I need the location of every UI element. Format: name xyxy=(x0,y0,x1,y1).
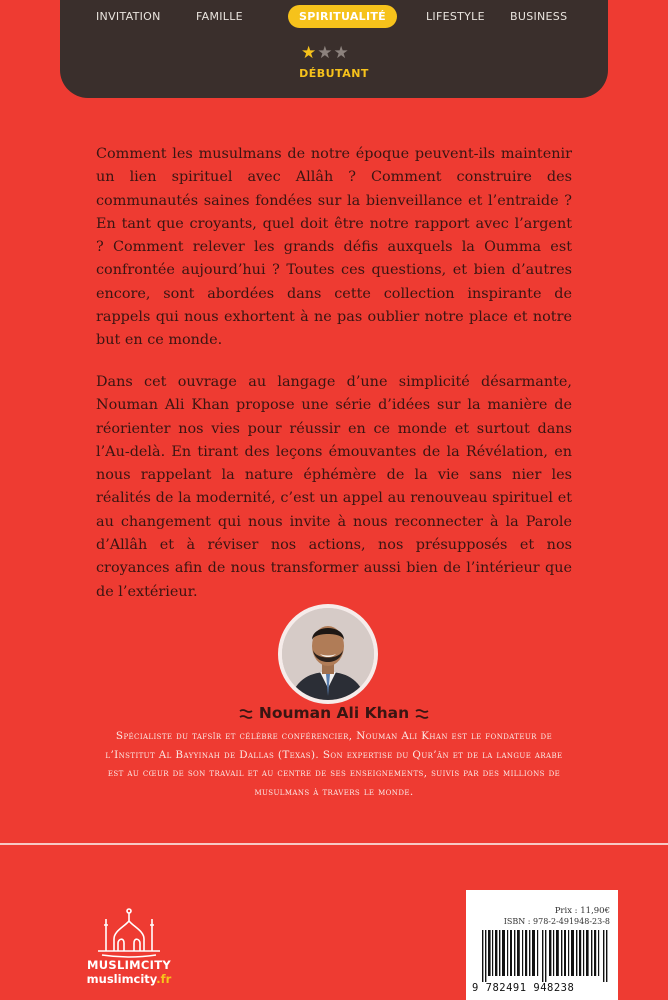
publisher-url-tld: .fr xyxy=(156,972,172,986)
category-business: BUSINESS xyxy=(510,10,568,23)
author-photo xyxy=(282,608,374,700)
difficulty-stars xyxy=(301,43,350,63)
publisher-brand: MUSLIMCITY xyxy=(86,958,171,972)
author-heading xyxy=(0,703,668,722)
category-lifestyle: LIFESTYLE xyxy=(426,10,485,23)
publisher-url-main: muslimcity xyxy=(86,972,157,986)
barcode-panel xyxy=(466,890,618,1000)
description-paragraph-1: Comment les musulmans de notre époque peuvent-ils maintenir un lien spirituel avec Allâh ? Comment construire des communautés saines fondées sur la bienveillance et l’entraide ? En tant que croyants, quel doit être notre rapport avec l’argent ? Comment relever les grands défis auxquels la Oumma est confrontée aujourd’hui ? Toutes ces questions, et bien d’autres encore, sont abordées dans cette collection inspirante de rappels qui nous exhortent à ne pas oublier notre place et notre but en ce monde. xyxy=(96,146,572,349)
author-portrait-icon xyxy=(282,608,374,700)
publisher-url xyxy=(84,972,174,986)
star-filled-icon: ★ xyxy=(301,43,318,63)
star-empty-icon: ★ xyxy=(317,43,334,63)
barcode-icon xyxy=(480,930,610,982)
description-paragraph-2: Dans cet ouvrage au langage d’une simplicité désarmante, Nouman Ali Khan propose une série d’idées sur la manière de réorienter nos vies pour réussir en ce monde et surtout dans l’Au-delà. En tirant des leçons émouvantes de la Révélation, en nous rappelant la nature éphémère de la vie sans nier les réalités de la modernité, c’est un appel au renouveau spirituel et au changement qui nous invite à nous reconnecter à la Parole d’Allâh et à réviser nos actions, nos présupposés et nos croyances afin de nous transformer aussi bien de l’intérieur que de l’extérieur. xyxy=(96,374,572,600)
author-name: Nouman Ali Khan xyxy=(258,704,410,722)
difficulty-level: DÉBUTANT xyxy=(299,67,369,80)
section-divider xyxy=(0,843,668,845)
author-bio: Spécialiste du tafsîr et célèbre conférencier, Nouman Ali Khan est le fondateur de l’Institut Al Bayyinah de Dallas (Texas). Son expertise du Qur’ân et de la langue arabe est au cœur de son travail et au centre de ses enseignements, suivis par des millions de musulmans à travers le monde. xyxy=(105,730,563,798)
category-bar xyxy=(60,0,608,98)
squiggle-left-icon xyxy=(239,708,253,720)
category-famille: FAMILLE xyxy=(196,10,243,23)
isbn-label: ISBN : 978-2-491948-23-8 xyxy=(503,917,610,926)
author-photo-frame xyxy=(278,604,378,704)
star-empty-icon: ★ xyxy=(333,43,350,63)
squiggle-right-icon xyxy=(415,708,429,720)
category-spiritualite-active: SPIRITUALITÉ xyxy=(288,5,397,28)
category-invitation: INVITATION xyxy=(96,10,161,23)
barcode-digits: 9 782491 948238 xyxy=(472,982,575,994)
price-label: Prix : 11,90€ xyxy=(554,906,610,916)
